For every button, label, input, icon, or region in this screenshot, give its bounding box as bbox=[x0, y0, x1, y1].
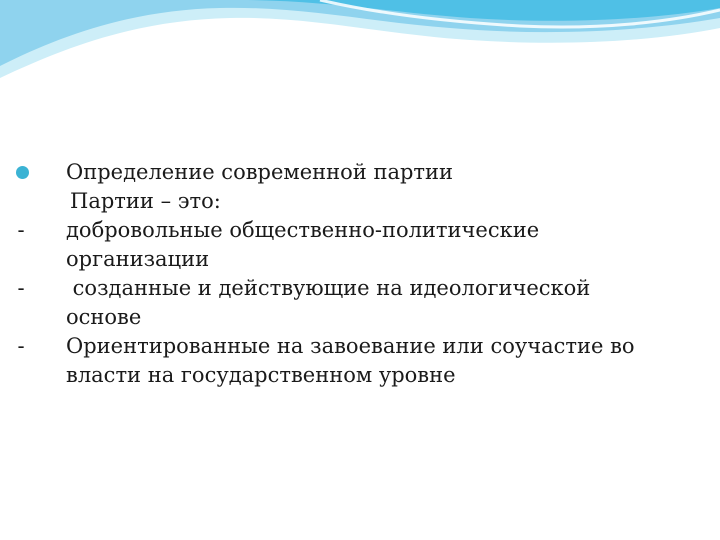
list-item bbox=[14, 332, 704, 390]
list-item bbox=[14, 216, 704, 274]
dash-marker: - bbox=[17, 218, 25, 242]
slide-content bbox=[14, 158, 704, 390]
slide-heading: Определение современной партии bbox=[66, 160, 454, 184]
list-item-line: созданные и действующие на идеологической bbox=[66, 276, 591, 300]
list-item-line: власти на государственном уровне bbox=[66, 363, 456, 387]
dash-marker: - bbox=[17, 276, 25, 300]
list-item-line: организации bbox=[66, 247, 210, 271]
intro-line: Партии – это: bbox=[70, 189, 221, 213]
list-item bbox=[14, 274, 704, 332]
dash-marker: - bbox=[17, 334, 25, 358]
list-item-line: основе bbox=[66, 305, 142, 329]
list-item-line: добровольные общественно-политические bbox=[66, 218, 540, 242]
list-item-line: Ориентированные на завоевание или соучастие во bbox=[66, 334, 635, 358]
decorative-wave-header bbox=[0, 0, 720, 95]
bullet-icon bbox=[16, 166, 29, 179]
heading-row bbox=[14, 158, 704, 187]
